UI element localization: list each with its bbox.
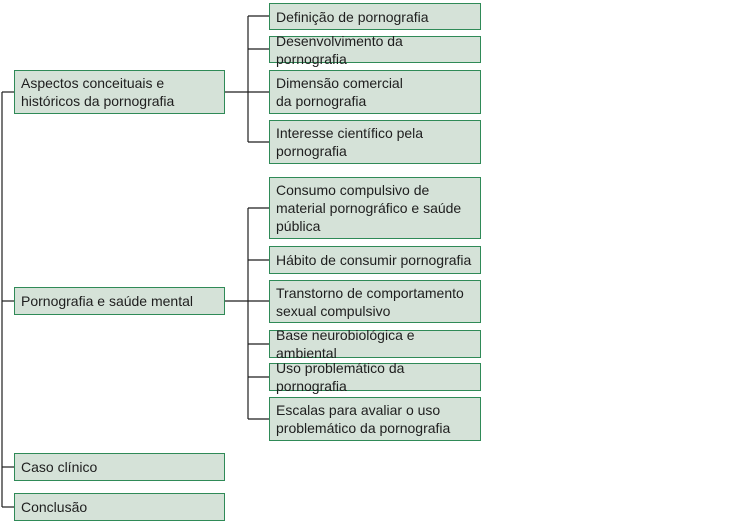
subtopic-box-dimensao-comercial: Dimensão comercial da pornografia <box>269 70 481 114</box>
subtopic-box-transtorno-comportamento: Transtorno de comportamento sexual compulsivo <box>269 280 481 323</box>
section-box-caso-clinico: Caso clínico <box>14 453 225 481</box>
subtopic-box-base-neurobiologica: Base neurobiológica e ambiental <box>269 330 481 358</box>
subtopic-box-definicao: Definição de pornografia <box>269 3 481 30</box>
subtopic-box-escalas-avaliar: Escalas para avaliar o uso problemático da pornografia <box>269 397 481 441</box>
subtopic-box-desenvolvimento: Desenvolvimento da pornografia <box>269 36 481 63</box>
section-box-pornografia-saude-mental: Pornografia e saúde mental <box>14 287 225 315</box>
subtopic-box-interesse-cientifico: Interesse científico pela pornografia <box>269 120 481 164</box>
subtopic-box-habito-consumir: Hábito de consumir pornografia <box>269 246 481 274</box>
subtopic-box-consumo-compulsivo: Consumo compulsivo de material pornográfico e saúde pública <box>269 177 481 239</box>
subtopic-box-uso-problematico: Uso problemático da pornografia <box>269 363 481 391</box>
section-box-aspectos-conceituais: Aspectos conceituais e históricos da pornografia <box>14 70 225 114</box>
section-box-conclusao: Conclusão <box>14 493 225 521</box>
